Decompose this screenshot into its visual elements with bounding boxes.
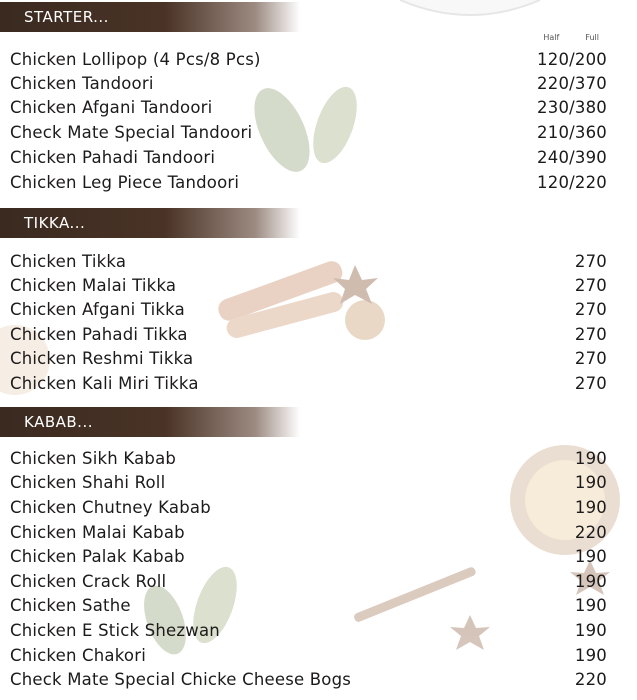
menu-item: [10, 618, 607, 642]
menu-item: [10, 95, 607, 119]
item-price: 230/380: [537, 97, 607, 117]
item-name: Chicken Shahi Roll: [10, 472, 166, 492]
full-label: Full: [585, 33, 599, 42]
item-price: 190: [574, 546, 607, 566]
menu-item: [10, 322, 607, 346]
half-label: Half: [543, 33, 560, 42]
menu-item: [10, 446, 607, 470]
item-price: 210/360: [537, 122, 607, 142]
item-name: Chicken Tandoori: [10, 73, 154, 93]
item-price: 220/370: [537, 73, 607, 93]
item-name: Chicken Afgani Tikka: [10, 299, 185, 319]
item-price: 240/390: [537, 147, 607, 167]
item-name: Chicken Pahadi Tikka: [10, 324, 188, 344]
item-price: 270: [574, 324, 607, 344]
menu-item: [10, 495, 607, 519]
item-price: 190: [574, 595, 607, 615]
menu-item: [10, 520, 607, 544]
item-name: Chicken Lollipop (4 Pcs/8 Pcs): [10, 49, 261, 69]
item-price: 190: [574, 472, 607, 492]
menu-item: [10, 667, 607, 691]
menu-item: [10, 249, 607, 273]
item-price: 270: [574, 348, 607, 368]
item-price: 220: [574, 522, 607, 542]
item-price: 270: [574, 275, 607, 295]
section-title: TIKKA...: [24, 214, 86, 232]
menu-item: [10, 544, 607, 568]
item-name: Chicken Palak Kabab: [10, 546, 185, 566]
menu-item: [10, 145, 607, 169]
item-name: Chicken Afgani Tandoori: [10, 97, 213, 117]
menu-item: [10, 593, 607, 617]
item-price: 120/220: [537, 172, 607, 192]
menu-item: [10, 297, 607, 321]
menu-item: [10, 170, 607, 194]
item-price: 190: [574, 620, 607, 640]
menu-item: [10, 273, 607, 297]
item-name: Check Mate Special Tandoori: [10, 122, 253, 142]
item-name: Chicken Pahadi Tandoori: [10, 147, 216, 167]
item-price: 120/200: [537, 49, 607, 69]
item-name: Chicken Tikka: [10, 251, 127, 271]
menu-item: [10, 346, 607, 370]
item-name: Chicken Crack Roll: [10, 571, 167, 591]
item-price: 190: [574, 448, 607, 468]
item-name: Chicken Sathe: [10, 595, 131, 615]
menu-item: [10, 47, 607, 71]
section-header-kabab: [0, 407, 300, 437]
menu-item: [10, 643, 607, 667]
item-price: 270: [574, 299, 607, 319]
item-name: Chicken Chutney Kabab: [10, 497, 211, 517]
section-header-starter: [0, 2, 300, 32]
item-name: Chicken E Stick Shezwan: [10, 620, 220, 640]
item-price: 190: [574, 571, 607, 591]
menu-item: [10, 569, 607, 593]
item-price: 270: [574, 373, 607, 393]
item-name: Chicken Sikh Kabab: [10, 448, 177, 468]
item-name: Chicken Malai Kabab: [10, 522, 185, 542]
item-price: 190: [574, 497, 607, 517]
item-name: Chicken Kali Miri Tikka: [10, 373, 199, 393]
menu-item: [10, 371, 607, 395]
section-title: KABAB...: [24, 413, 93, 431]
item-price: 220: [574, 669, 607, 689]
item-name: Chicken Leg Piece Tandoori: [10, 172, 240, 192]
item-price: 190: [574, 645, 607, 665]
menu-item: [10, 71, 607, 95]
item-price: 270: [574, 251, 607, 271]
menu-item: [10, 470, 607, 494]
price-column-headers: [543, 33, 599, 42]
section-title: STARTER...: [24, 8, 109, 26]
section-header-tikka: [0, 208, 300, 238]
menu-item: [10, 120, 607, 144]
item-name: Chicken Reshmi Tikka: [10, 348, 194, 368]
item-name: Check Mate Special Chicke Cheese Bogs: [10, 669, 352, 689]
item-name: Chicken Malai Tikka: [10, 275, 177, 295]
item-name: Chicken Chakori: [10, 645, 146, 665]
